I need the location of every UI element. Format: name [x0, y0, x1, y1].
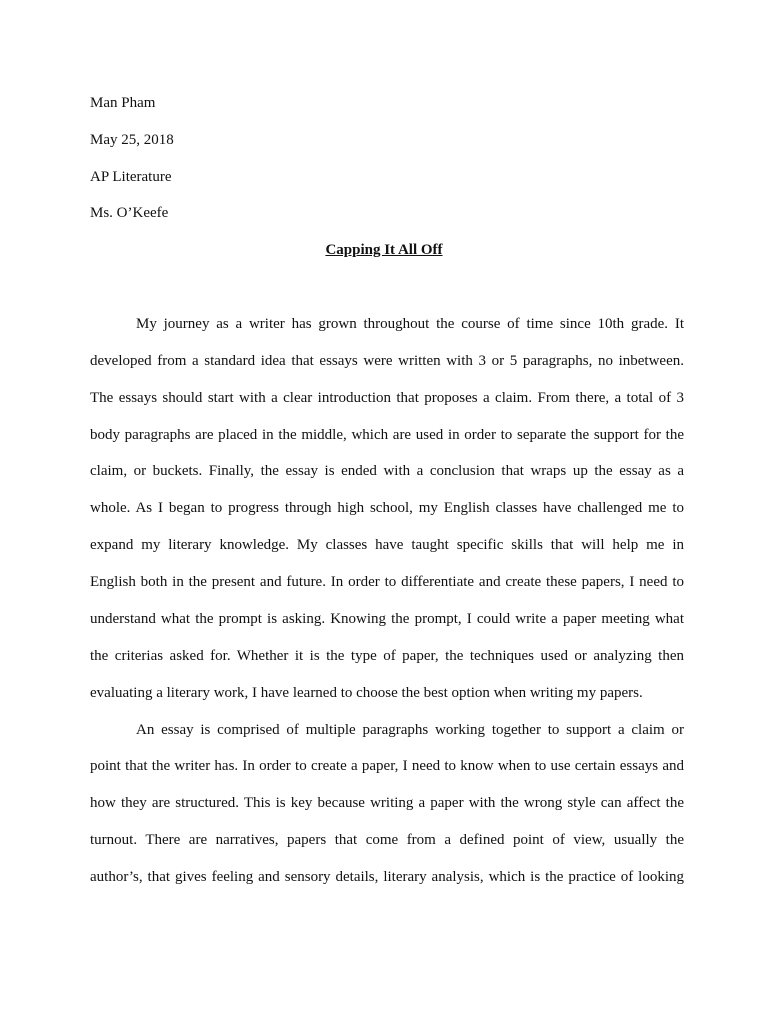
body-line: evaluating a literary work, I have learned to choose the best option when writing my papers.: [90, 685, 643, 701]
body-line: understand what the prompt is asking. Knowing the prompt, I could write a paper meeting what: [90, 611, 684, 627]
body-line: English both in the present and future. In order to differentiate and create these papers, I need to: [90, 574, 684, 590]
body-line: My journey as a writer has grown throughout the course of time since 10th grade. It: [136, 316, 684, 332]
body-line: The essays should start with a clear introduction that proposes a claim. From there, a total of 3: [90, 390, 684, 406]
author-name: Man Pham: [90, 95, 156, 111]
course-name: AP Literature: [90, 169, 172, 185]
body-line: body paragraphs are placed in the middle, which are used in order to separate the support for the: [90, 427, 684, 443]
essay-date: May 25, 2018: [90, 132, 174, 148]
body-line: how they are structured. This is key because writing a paper with the wrong style can affect the: [90, 795, 684, 811]
body-line: the criterias asked for. Whether it is the type of paper, the techniques used or analyzing then: [90, 648, 684, 664]
body-line: whole. As I began to progress through high school, my English classes have challenged me to: [90, 500, 684, 516]
body-line: expand my literary knowledge. My classes have taught specific skills that will help me in: [90, 537, 684, 553]
body-line: turnout. There are narratives, papers that come from a defined point of view, usually the: [90, 832, 684, 848]
body-line: developed from a standard idea that essays were written with 3 or 5 paragraphs, no inbetween.: [90, 353, 684, 369]
body-line: An essay is comprised of multiple paragraphs working together to support a claim or: [136, 722, 684, 738]
body-line: claim, or buckets. Finally, the essay is ended with a conclusion that wraps up the essay as a: [90, 463, 684, 479]
body-line: point that the writer has. In order to create a paper, I need to know when to use certain essays and: [90, 758, 684, 774]
essay-title: Capping It All Off: [325, 242, 443, 258]
teacher-name: Ms. O’Keefe: [90, 205, 169, 221]
body-line: author’s, that gives feeling and sensory details, literary analysis, which is the practice of looking: [90, 869, 684, 885]
